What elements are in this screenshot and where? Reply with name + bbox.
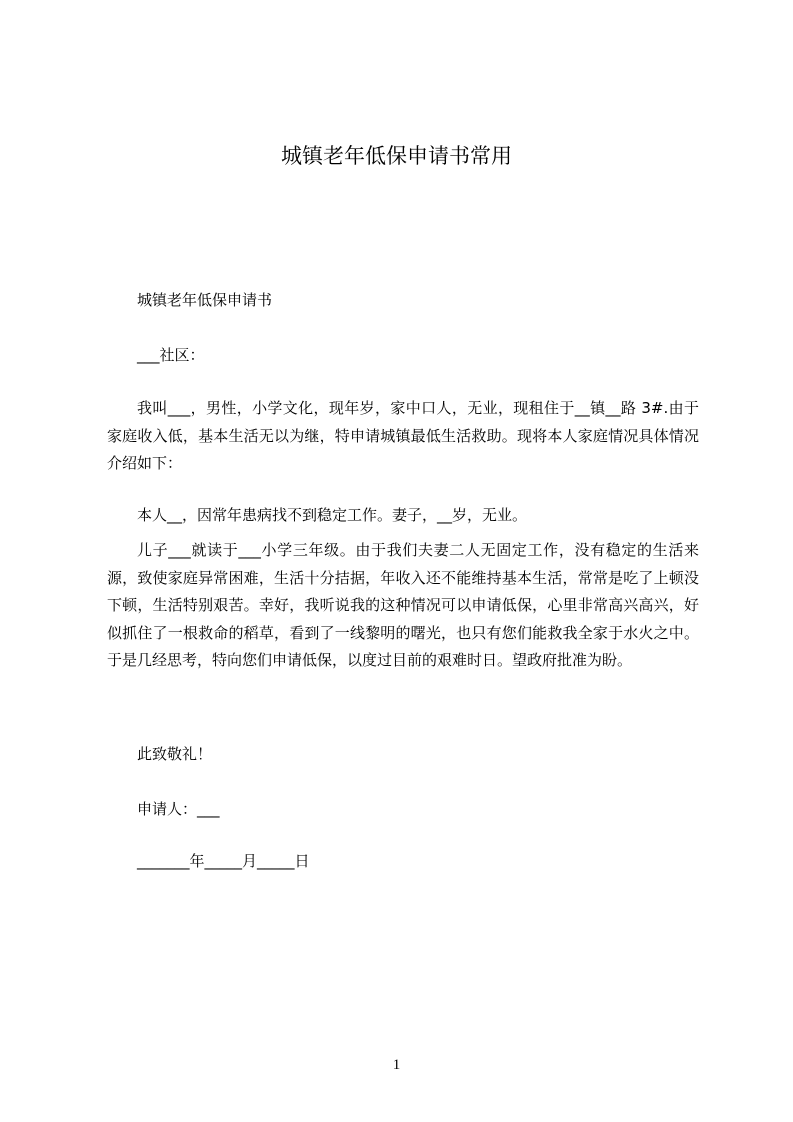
paragraph-family: 本人__，因常年患病找不到稳定工作。妻子，__岁，无业。 [137,506,528,524]
date-line: _______年_____月_____日 [137,852,310,870]
page-number: 1 [392,1057,401,1073]
letter-heading: 城镇老年低保申请书 [137,291,273,309]
page-title: 城镇老年低保申请书常用 [281,144,512,168]
addressee: ___社区： [137,346,205,364]
applicant-signature: 申请人：___ [137,800,220,818]
closing-salutation: 此致敬礼！ [137,745,213,763]
paragraph-situation: 儿子___就读于___小学三年级。由于我们夫妻二人无固定工作，没有稳定的生活来源，致使家庭异常困难，生活十分拮据，年收入还不能维持基本生活，常常是吃了上顿没下顿，生活特别艰苦。幸好，我听说我的这种情况可以申请低保，心里非常高兴高兴，好似抓住了一根救命的稻草，看到了一线黎明的曙光，也只有您们能救我全家于水火之中。于是几经思考，特向您们申请低保，以度过目前的艰难时日。望政府批准为盼。 [107,541,699,669]
paragraph-intro: 我叫___，男性，小学文化，现年岁，家中口人，无业，现租住于__镇__路 3#.由于家庭收入低，基本生活无以为继，特申请城镇最低生活救助。现将本人家庭情况具体情况介绍如下： [107,399,699,472]
